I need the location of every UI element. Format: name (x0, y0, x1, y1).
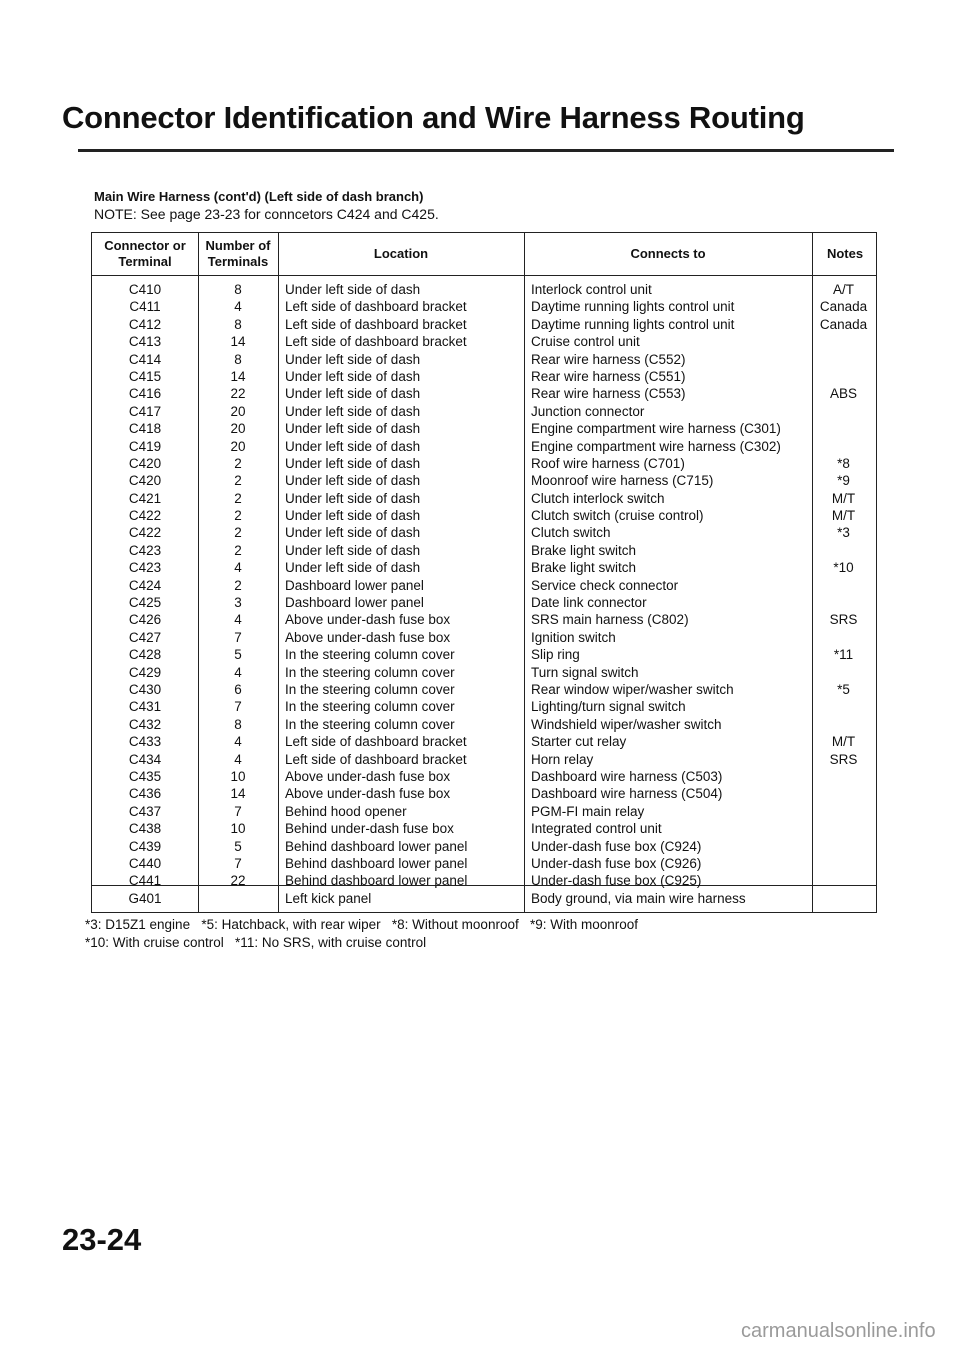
terminals-column (198, 281, 278, 890)
connects-to-cell: Horn relay (531, 751, 594, 767)
column-divider (278, 233, 279, 912)
terminals-cell: 3 (234, 595, 242, 611)
terminals-cell: 4 (234, 560, 242, 576)
header-divider (92, 275, 876, 276)
notes-cell: M/T (831, 734, 856, 750)
connector-cell: C413 (128, 334, 162, 350)
connects-to-cell: Moonroof wire harness (C715) (531, 473, 714, 489)
ground-connects-to: Body ground, via main wire harness (531, 891, 746, 906)
connects-to-cell: Junction connector (531, 403, 645, 419)
notes-cell (809, 542, 878, 559)
connector-cell: C416 (128, 386, 162, 402)
location-cell: Under left side of dash (285, 542, 421, 558)
terminals-cell: 5 (234, 838, 242, 854)
location-cell: Above under-dash fuse box (285, 786, 451, 802)
notes-cell (809, 594, 878, 611)
connector-cell: C419 (128, 438, 162, 454)
notes-cell: Canada (819, 299, 868, 315)
connector-cell: C435 (128, 768, 162, 784)
notes-cell: SRS (829, 751, 858, 767)
connector-cell: C427 (128, 629, 162, 645)
connector-table (91, 232, 877, 913)
connects-to-cell: Lighting/turn signal switch (531, 699, 686, 715)
terminals-cell: 2 (234, 490, 242, 506)
location-cell: Behind dashboard lower panel (285, 873, 468, 889)
connects-to-cell: Clutch interlock switch (531, 490, 665, 506)
connects-to-cell: Service check connector (531, 577, 679, 593)
header-connects-to: Connects to (630, 246, 706, 261)
notes-cell: Canada (819, 316, 868, 332)
location-cell: Under left side of dash (285, 368, 421, 384)
location-cell: Under left side of dash (285, 473, 421, 489)
connector-cell: C429 (128, 664, 162, 680)
connects-to-cell: Cruise control unit (531, 334, 640, 350)
terminals-cell: 7 (234, 855, 242, 871)
connector-cell: C411 (129, 299, 161, 315)
notes-cell (809, 351, 878, 368)
location-cell: Under left side of dash (285, 282, 421, 297)
connects-to-cell: Daytime running lights control unit (531, 316, 735, 332)
connector-cell: C425 (128, 595, 162, 611)
page-title: Connector Identification and Wire Harness Routing (62, 100, 805, 135)
footnote-line: *10: With cruise control *11: No SRS, with cruise control (85, 935, 427, 950)
ground-location: Left kick panel (285, 891, 372, 906)
connector-cell: C433 (128, 734, 162, 750)
connects-to-cell: Engine compartment wire harness (C301) (531, 421, 781, 437)
connects-to-cell: Under-dash fuse box (C925) (531, 873, 702, 889)
notes-cell (809, 820, 878, 837)
connects-to-cell: Rear wire harness (C552) (531, 351, 686, 367)
notes-cell (809, 855, 878, 872)
notes-cell (809, 420, 878, 437)
terminals-cell: 14 (230, 786, 246, 802)
location-cell: Under left side of dash (285, 421, 421, 437)
location-cell: Under left side of dash (285, 455, 421, 471)
connects-to-cell: Brake light switch (531, 560, 637, 576)
terminals-cell: 8 (234, 282, 242, 297)
notes-cell (809, 664, 878, 681)
location-cell: Dashboard lower panel (285, 595, 424, 611)
terminals-cell: 22 (230, 873, 246, 889)
connector-cell: C414 (128, 351, 162, 367)
location-column (285, 281, 515, 890)
column-divider (524, 233, 525, 912)
location-cell: In the steering column cover (285, 681, 455, 697)
notes-cell: M/T (831, 490, 856, 506)
connects-to-cell: Roof wire harness (C701) (531, 455, 685, 471)
terminals-cell: 8 (234, 351, 242, 367)
connector-cell: C431 (128, 699, 162, 715)
connector-cell: C415 (128, 368, 162, 384)
connector-cell: C423 (128, 560, 162, 576)
terminals-cell: 4 (234, 299, 242, 315)
connector-cell: C421 (128, 490, 162, 506)
notes-cell: ABS (829, 386, 857, 402)
location-cell: Behind dashboard lower panel (285, 855, 468, 871)
connector-cell: C428 (128, 647, 162, 663)
location-cell: Above under-dash fuse box (285, 629, 451, 645)
connects-to-cell: Ignition switch (531, 629, 616, 645)
connector-cell: C436 (128, 786, 162, 802)
location-cell: Above under-dash fuse box (285, 768, 451, 784)
terminals-cell: 8 (234, 316, 242, 332)
notes-cell: M/T (831, 508, 856, 524)
connector-cell: C420 (128, 455, 162, 471)
terminals-cell: 6 (234, 681, 242, 697)
notes-cell: *11 (833, 647, 854, 663)
connects-to-cell: PGM-FI main relay (531, 803, 645, 819)
connects-to-cell: Brake light switch (531, 542, 637, 558)
location-cell: In the steering column cover (285, 664, 455, 680)
connects-to-cell: Rear wire harness (C551) (531, 368, 686, 384)
connects-to-cell: Turn signal switch (531, 664, 639, 680)
location-cell: Behind under-dash fuse box (285, 821, 454, 837)
location-cell: Left side of dashboard bracket (285, 334, 467, 350)
connects-to-cell: Dashboard wire harness (C504) (531, 786, 723, 802)
connector-cell: C410 (128, 282, 162, 297)
header-notes: Notes (826, 246, 864, 261)
terminals-cell: 4 (234, 612, 242, 628)
connector-cell: C430 (128, 681, 162, 697)
connects-to-cell: Rear window wiper/washer switch (531, 681, 734, 697)
notes-cell (809, 803, 878, 820)
connects-to-cell: Rear wire harness (C553) (531, 386, 686, 402)
notes-cell: A/T (832, 282, 854, 297)
connector-cell: C437 (128, 803, 162, 819)
terminals-cell: 10 (230, 821, 246, 837)
location-cell: Above under-dash fuse box (285, 612, 451, 628)
title-rule (78, 149, 894, 152)
terminals-cell: 7 (234, 699, 242, 715)
notes-cell (809, 368, 878, 385)
location-cell: Left side of dashboard bracket (285, 299, 467, 315)
terminals-cell: 2 (234, 577, 242, 593)
notes-cell (809, 872, 878, 889)
location-cell: Under left side of dash (285, 525, 421, 541)
location-cell: Dashboard lower panel (285, 577, 424, 593)
connects-to-cell: Windshield wiper/washer switch (531, 716, 722, 732)
connector-cell: C422 (128, 525, 162, 541)
connector-cell: C418 (128, 421, 162, 437)
connector-cell: C417 (128, 403, 162, 419)
connects-to-cell: Dashboard wire harness (C503) (531, 768, 723, 784)
terminals-cell: 7 (234, 803, 242, 819)
connects-to-cell: Under-dash fuse box (C926) (531, 855, 702, 871)
notes-cell: *10 (833, 560, 854, 576)
location-cell: Behind hood opener (285, 803, 407, 819)
connects-to-cell: Clutch switch (531, 525, 611, 541)
location-cell: Left side of dashboard bracket (285, 751, 467, 767)
location-cell: Under left side of dash (285, 438, 421, 454)
notes-cell: *3 (837, 525, 850, 541)
location-cell: Under left side of dash (285, 560, 421, 576)
terminals-cell: 5 (234, 647, 242, 663)
location-cell: Under left side of dash (285, 508, 421, 524)
header-location: Location (373, 246, 429, 261)
location-cell: Under left side of dash (285, 351, 421, 367)
connector-cell: C412 (128, 316, 162, 332)
connects-to-cell: Integrated control unit (531, 821, 662, 837)
connector-cell: C424 (128, 577, 162, 593)
location-cell: Under left side of dash (285, 490, 421, 506)
notes-cell (809, 403, 878, 420)
note-text: NOTE: See page 23-23 for conncetors C424 and C425. (94, 206, 439, 222)
notes-cell (809, 768, 878, 785)
header-connector: Connector or Terminal (104, 238, 186, 269)
notes-cell (809, 629, 878, 646)
notes-cell: *8 (837, 455, 850, 471)
connects-to-cell: Slip ring (531, 647, 580, 663)
notes-cell (809, 438, 878, 455)
terminals-cell: 14 (230, 334, 246, 350)
location-cell: In the steering column cover (285, 716, 455, 732)
location-cell: Under left side of dash (285, 403, 421, 419)
location-cell: Under left side of dash (285, 386, 421, 402)
notes-cell (809, 785, 878, 802)
connects-to-cell: Daytime running lights control unit (531, 299, 735, 315)
connects-to-cell: Date link connector (531, 595, 647, 611)
location-cell: Left side of dashboard bracket (285, 734, 467, 750)
location-cell: Left side of dashboard bracket (285, 316, 467, 332)
connects-to-column (531, 281, 821, 890)
terminals-cell: 10 (230, 768, 246, 784)
terminals-cell: 7 (234, 629, 242, 645)
connects-to-cell: Starter cut relay (531, 734, 627, 750)
location-cell: Behind dashboard lower panel (285, 838, 468, 854)
location-cell: In the steering column cover (285, 699, 455, 715)
connector-cell: C423 (128, 542, 162, 558)
terminals-cell: 2 (234, 455, 242, 471)
notes-column (809, 281, 878, 890)
notes-cell: SRS (829, 612, 858, 628)
ground-connector: G401 (128, 891, 162, 906)
terminals-cell: 22 (230, 386, 246, 402)
footnote-line: *3: D15Z1 engine *5: Hatchback, with rear wiper *8: Without moonroof *9: With moonroof (85, 917, 639, 932)
connector-column (92, 281, 198, 890)
connector-cell: C440 (128, 855, 162, 871)
connector-cell: C434 (128, 751, 162, 767)
terminals-cell: 2 (234, 525, 242, 541)
terminals-cell: 20 (230, 421, 246, 437)
terminals-cell: 4 (234, 664, 242, 680)
terminals-cell: 4 (234, 751, 242, 767)
notes-cell (809, 838, 878, 855)
terminals-cell: 20 (230, 403, 246, 419)
connector-cell: C426 (128, 612, 162, 628)
terminals-cell: 4 (234, 734, 242, 750)
terminals-cell: 2 (234, 473, 242, 489)
connector-cell: C439 (128, 838, 162, 854)
connects-to-cell: SRS main harness (C802) (531, 612, 689, 628)
connects-to-cell: Clutch switch (cruise control) (531, 508, 704, 524)
connector-cell: C441 (128, 873, 162, 889)
header-terminals: Number of Terminals (205, 238, 271, 269)
notes-cell (809, 698, 878, 715)
watermark: carmanualsonline.info (741, 1320, 936, 1342)
notes-cell (809, 333, 878, 350)
connector-cell: C438 (128, 821, 162, 837)
notes-cell (809, 577, 878, 594)
connects-to-cell: Interlock control unit (531, 282, 652, 297)
section-subtitle: Main Wire Harness (cont'd) (Left side of dash branch) (94, 189, 424, 204)
connector-cell: C432 (128, 716, 162, 732)
page-number: 23-24 (62, 1222, 142, 1257)
connector-cell: C420 (128, 473, 162, 489)
connector-cell: C422 (128, 508, 162, 524)
terminals-cell: 2 (234, 508, 242, 524)
terminals-cell: 14 (230, 368, 246, 384)
connects-to-cell: Engine compartment wire harness (C302) (531, 438, 781, 454)
connects-to-cell: Under-dash fuse box (C924) (531, 838, 702, 854)
terminals-cell: 20 (230, 438, 246, 454)
location-cell: In the steering column cover (285, 647, 455, 663)
terminals-cell: 2 (234, 542, 242, 558)
terminals-cell: 8 (234, 716, 242, 732)
notes-cell: *5 (837, 681, 850, 697)
notes-cell: *9 (837, 473, 850, 489)
notes-cell (809, 716, 878, 733)
